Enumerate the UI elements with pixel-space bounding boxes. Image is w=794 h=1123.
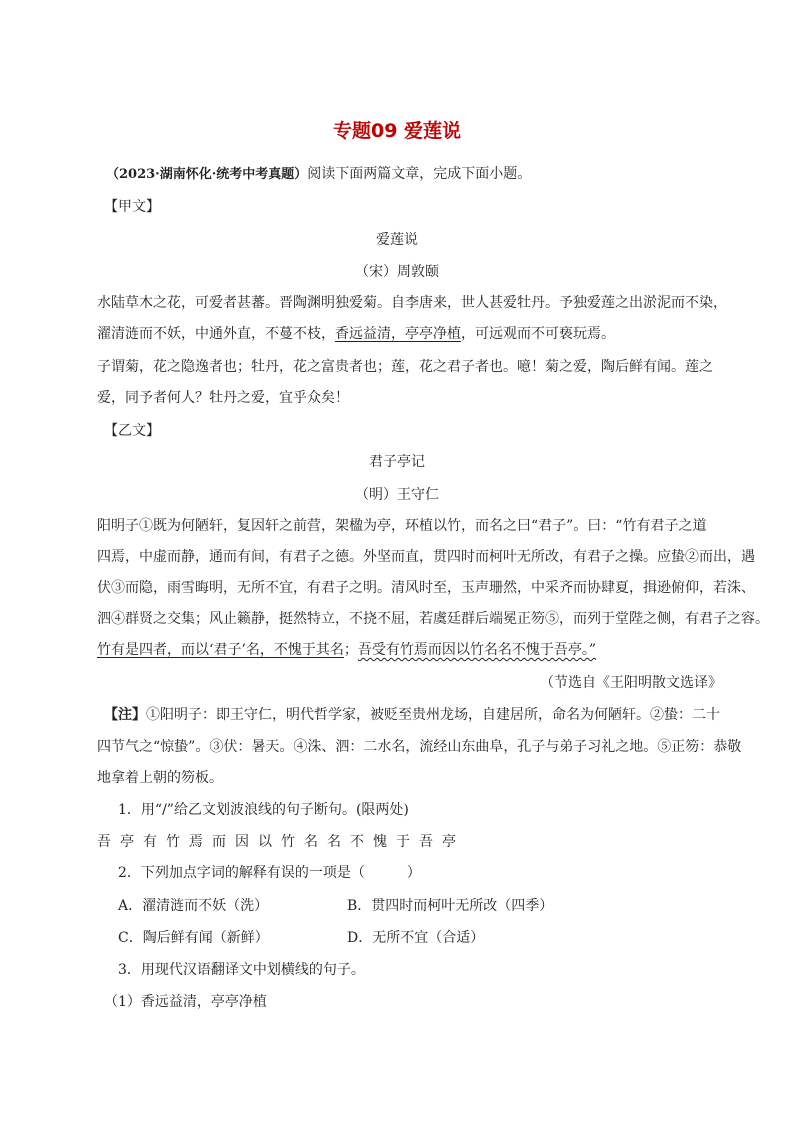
question-2-option-d: D．无所不宜（合适） xyxy=(347,930,485,946)
jia-text: 濯清涟而不妖，中通外直，不蔓不枝， xyxy=(97,326,335,342)
jia-label: 【甲文】 xyxy=(104,199,160,215)
yi-line-4: 泗④群贤之交集；风止籁静，挺然特立，不挠不屈，若虞廷群后端冕正笏⑤，而列于堂陛之侧，有君子之容。 xyxy=(97,611,769,627)
page-title: 专题09 爱莲说 xyxy=(332,120,462,142)
jia-author: （宋）周敦颐 xyxy=(355,264,439,280)
underlined-sentence: 香远益清，亭亭净植 xyxy=(335,326,461,342)
notes-line-1 xyxy=(104,705,720,725)
yi-line-2: 四焉，中虚而静，通而有间，有君子之德。外坚而直，贯四时而柯叶无所改，有君子之操。应蛰②而出，遇 xyxy=(97,549,755,565)
jia-paragraph-2-line-2: 爱，同予者何人？牡丹之爱，宜乎众矣！ xyxy=(97,390,349,406)
wavy-underlined-sentence: 吾受有竹焉而因以竹名名不愧于吾亭。” xyxy=(357,642,597,658)
notes-line-2: 四节气之“惊蛰”。③伏：暑天。④洙、泗：二水名，流经山东曲阜，孔子与弟子习礼之地。⑤正笏：恭敬 xyxy=(97,739,742,755)
yi-author: （明）王守仁 xyxy=(355,487,439,503)
yi-source: （节选自《王阳明散文选译》 xyxy=(540,675,722,691)
jia-title: 爱莲说 xyxy=(376,232,418,248)
yi-title: 君子亭记 xyxy=(369,454,425,470)
notes-line-3: 地拿着上朝的笏板。 xyxy=(97,770,223,786)
notes-label: 【注】 xyxy=(104,707,146,723)
question-2-stem: 2．下列加点字词的解释有误的一项是（ ） xyxy=(118,865,421,881)
question-1-text: 吾亭有竹焉而因以竹名名不愧于吾亭 xyxy=(97,834,465,850)
question-2-option-b: B．贯四时而柯叶无所改（四季） xyxy=(347,898,554,914)
yi-line-3: 伏③而隐，雨雪晦明，无所不宜，有君子之明。清风时至，玉声珊然，中采齐而协肆夏，揖逊俯仰，若洙、 xyxy=(97,580,755,596)
yi-label: 【乙文】 xyxy=(104,423,160,439)
intro-line xyxy=(106,164,531,185)
yi-line-1: 阳明子①既为何陋轩，复因轩之前营，架楹为亭，环植以竹，而名之曰“君子”。曰：“竹有君子之道 xyxy=(97,518,707,534)
jia-text: ，可远观而不可亵玩焉。 xyxy=(461,326,615,342)
question-3-stem: 3．用现代汉语翻译文中划横线的句子。 xyxy=(118,962,365,978)
jia-paragraph-1-line-1: 水陆草木之花，可爱者甚蕃。晋陶渊明独爱菊。自李唐来，世人甚爱牡丹。予独爱莲之出淤泥而不染， xyxy=(97,295,727,311)
question-2-option-a: A．濯清涟而不妖（洗） xyxy=(118,898,269,914)
jia-paragraph-1-line-2 xyxy=(97,324,615,344)
question-2-option-c: C．陶后鲜有闻（新鲜） xyxy=(118,930,269,946)
yi-text: ； xyxy=(343,642,358,658)
exam-source: （2023·湖南怀化·统考中考真题） xyxy=(106,167,308,182)
jia-paragraph-2-line-1: 子谓菊，花之隐逸者也；牡丹，花之富贵者也；莲，花之君子者也。噫！菊之爱，陶后鲜有闻。莲之 xyxy=(97,359,713,375)
notes-text: ①阳明子：即王守仁，明代哲学家，被贬至贵州龙场，自建居所，命名为何陋轩。②蛰：二十 xyxy=(146,707,720,723)
question-1-stem: 1．用“/”给乙文划波浪线的句子断句。(限两处) xyxy=(118,802,409,818)
underlined-sentence: 竹有是四者，而以‘君子’名，不愧于其名 xyxy=(97,642,344,658)
instruction-text: 阅读下面两篇文章，完成下面小题。 xyxy=(307,166,532,182)
yi-line-5 xyxy=(97,640,596,660)
question-3-sub-1: （1）香远益清，亭亭净植 xyxy=(104,994,267,1010)
